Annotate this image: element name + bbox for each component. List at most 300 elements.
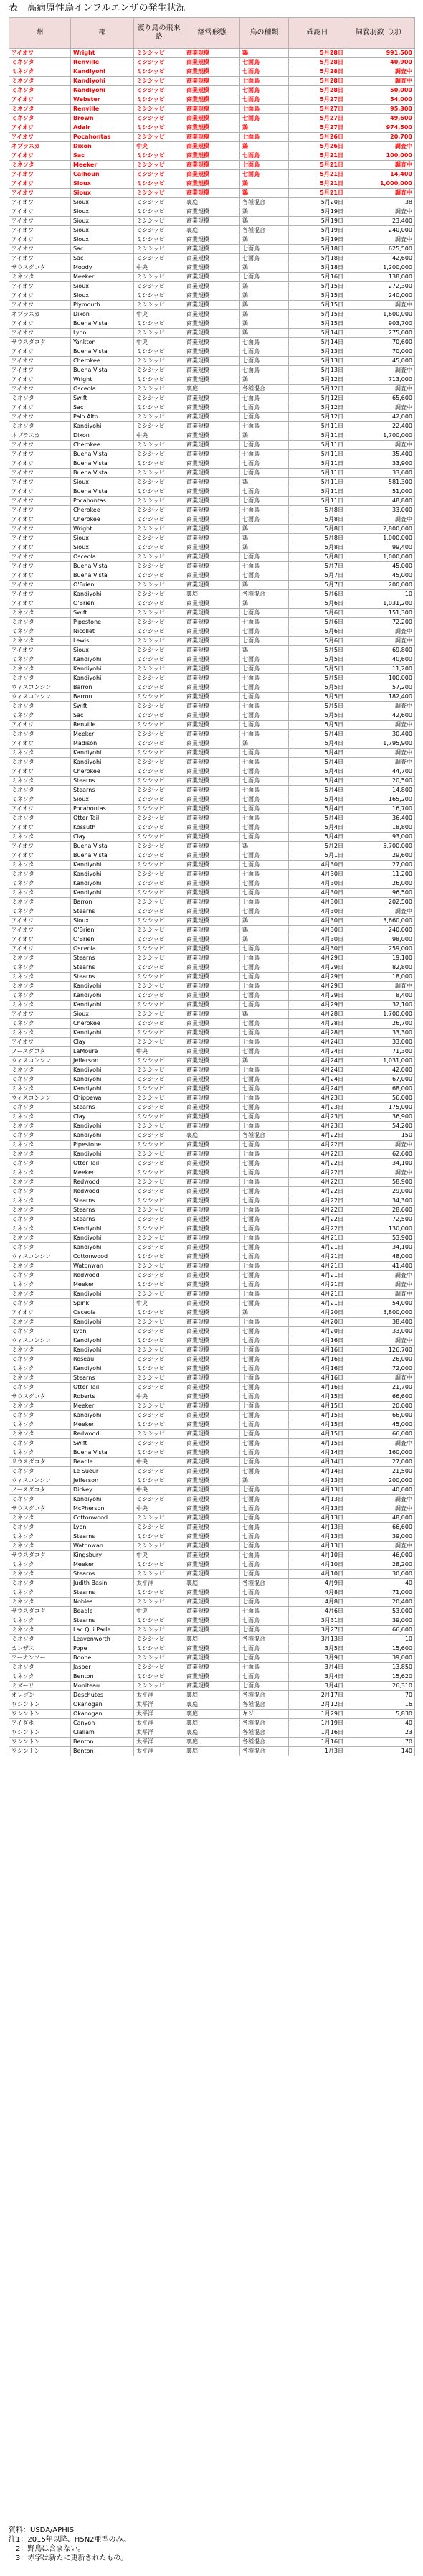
cell-confirmed-date: 5月15日 [289,310,346,319]
cell-farm-type: 商業規模 [184,1019,240,1029]
cell-bird-type: 七面鳥 [240,1001,289,1010]
table-row [9,1029,415,1038]
cell-farm-type: 商業規模 [184,375,240,385]
cell-flyway: ミシシッピ [134,329,184,338]
cell-bird-type: 七面鳥 [240,67,289,77]
cell-state: アイオワ [9,441,71,450]
cell-bird-type: 鶏 [240,599,289,609]
cell-farm-type: 商業規模 [184,235,240,245]
cell-county: Swift [71,609,134,618]
cell-state: ミネソタ [9,1206,71,1215]
cell-confirmed-date: 5月4日 [289,795,346,805]
cell-state: ウィスコンシン [9,1336,71,1346]
cell-farm-type: 商業規模 [184,1280,240,1290]
cell-farm-type: 商業規模 [184,413,240,422]
table-row [9,1402,415,1411]
cell-county: Buena Vista [71,347,134,357]
cell-confirmed-date: 4月16日 [289,1346,346,1355]
cell-flyway: ミシシッピ [134,655,184,665]
cell-flyway: ミシシッピ [134,749,184,758]
cell-bird-type: 七面鳥 [240,245,289,254]
table-row [9,1738,415,1747]
cell-flock-size: 10 [346,1635,415,1644]
table-row [9,357,415,366]
cell-bird-type: 鶏 [240,646,289,655]
cell-state: アイオワ [9,562,71,571]
cell-county: Stearns [71,1206,134,1215]
cell-bird-type: 七面鳥 [240,1644,289,1654]
cell-confirmed-date: 4月13日 [289,1486,346,1495]
cell-bird-type: 七面鳥 [240,1299,289,1308]
cell-flock-size: 48,800 [346,497,415,506]
cell-bird-type: 七面鳥 [240,1439,289,1448]
cell-flock-size: 1,000,000 [346,179,415,189]
cell-flyway: ミシシッピ [134,1243,184,1252]
cell-farm-type: 商業規模 [184,609,240,618]
cell-bird-type: 七面鳥 [240,562,289,571]
cell-confirmed-date: 5月16日 [289,273,346,282]
cell-county: Cherokee [71,357,134,366]
cell-state: ミネソタ [9,954,71,963]
cell-confirmed-date: 5月6日 [289,590,346,599]
cell-flyway: ミシシッピ [134,95,184,105]
cell-state: ミネソタ [9,1243,71,1252]
cell-flyway: ミシシッピ [134,282,184,291]
cell-flyway: ミシシッピ [134,711,184,721]
cell-state: ミネソタ [9,1448,71,1458]
cell-farm-type: 商業規模 [184,991,240,1001]
table-row [9,711,415,721]
cell-farm-type: 商業規模 [184,581,240,590]
cell-confirmed-date: 5月4日 [289,833,346,842]
cell-flyway: ミシシッピ [134,907,184,917]
cell-flock-size: 42,600 [346,254,415,263]
cell-county: O'Brien [71,599,134,609]
cell-confirmed-date: 4月23日 [289,1103,346,1113]
cell-flock-size: 27,000 [346,1458,415,1467]
cell-county: Kandiyohi [71,879,134,889]
cell-confirmed-date: 5月1日 [289,851,346,861]
cell-farm-type: 商業規模 [184,1682,240,1691]
cell-confirmed-date: 5月15日 [289,301,346,310]
cell-flock-size: 調査中 [346,907,415,917]
cell-state: ミネソタ [9,637,71,646]
cell-flyway: ミシシッピ [134,114,184,123]
cell-state: ミネソタ [9,1150,71,1159]
cell-bird-type: 鶏 [240,431,289,441]
cell-confirmed-date: 4月23日 [289,1094,346,1103]
cell-flyway: ミシシッピ [134,1654,184,1663]
cell-county: Stearns [71,1616,134,1626]
cell-county: Sioux [71,795,134,805]
cell-confirmed-date: 5月21日 [289,161,346,170]
cell-confirmed-date: 5月12日 [289,375,346,385]
cell-state: アイオワ [9,506,71,515]
cell-county: Okanogan [71,1710,134,1719]
table-row [9,1019,415,1029]
cell-confirmed-date: 5月5日 [289,646,346,655]
cell-farm-type: 商業規模 [184,1290,240,1299]
cell-flock-size: 150 [346,1131,415,1141]
cell-flyway: ミシシッピ [134,1439,184,1448]
cell-farm-type: 商業規模 [184,1588,240,1598]
cell-farm-type: 商業規模 [184,1243,240,1252]
cell-flyway: ミシシッピ [134,1038,184,1047]
table-row [9,1672,415,1682]
cell-farm-type: 商業規模 [184,86,240,95]
cell-confirmed-date: 4月21日 [289,1290,346,1299]
table-row [9,217,415,226]
cell-county: Clay [71,1113,134,1122]
cell-bird-type: 七面鳥 [240,655,289,665]
cell-confirmed-date: 4月29日 [289,982,346,991]
table-notes [9,2526,130,2563]
cell-state: ミネソタ [9,618,71,627]
cell-bird-type: 鶏 [240,235,289,245]
table-row [9,954,415,963]
cell-flock-size: 28,200 [346,1560,415,1570]
cell-confirmed-date: 3月27日 [289,1626,346,1635]
cell-flyway: ミシシッピ [134,562,184,571]
cell-flock-size: 23 [346,1728,415,1738]
cell-farm-type: 商業規模 [184,497,240,506]
cell-flock-size: 調査中 [346,1141,415,1150]
cell-state: ミネソタ [9,1430,71,1439]
cell-confirmed-date: 4月29日 [289,991,346,1001]
cell-farm-type: 裏庭 [184,1131,240,1141]
table-row [9,562,415,571]
table-row [9,1523,415,1532]
cell-flock-size: 200,000 [346,581,415,590]
cell-county: Watonwan [71,1542,134,1551]
cell-farm-type: 商業規模 [184,1420,240,1430]
cell-flyway: ミシシッピ [134,777,184,786]
cell-state: ミネソタ [9,1542,71,1551]
cell-state: ミネソタ [9,1616,71,1626]
table-row [9,1206,415,1215]
cell-bird-type: 各種混合 [240,1579,289,1588]
table-row [9,721,415,730]
cell-flock-size: 100,000 [346,674,415,683]
cell-farm-type: 商業規模 [184,142,240,151]
cell-state: アイオワ [9,207,71,217]
cell-county: Sioux [71,646,134,655]
cell-flock-size: 240,000 [346,926,415,935]
cell-flyway: ミシシッピ [134,1010,184,1019]
cell-flyway: ミシシッピ [134,1085,184,1094]
cell-farm-type: 商業規模 [184,1448,240,1458]
cell-flock-size: 1,000,000 [346,553,415,562]
cell-flyway: ミシシッピ [134,58,184,67]
cell-flyway: ミシシッピ [134,1066,184,1075]
cell-confirmed-date: 5月4日 [289,814,346,823]
cell-county: Stearns [71,963,134,973]
cell-flyway: ミシシッピ [134,1644,184,1654]
cell-confirmed-date: 5月8日 [289,553,346,562]
cell-bird-type: 七面鳥 [240,133,289,142]
cell-bird-type: 七面鳥 [240,1588,289,1598]
cell-bird-type: 各種混合 [240,1719,289,1728]
cell-county: Stearns [71,786,134,795]
cell-county: Calhoun [71,170,134,179]
cell-farm-type: 商業規模 [184,637,240,646]
cell-county: Chippewa [71,1094,134,1103]
cell-farm-type: 商業規模 [184,1234,240,1243]
cell-flyway: ミシシッピ [134,1234,184,1243]
cell-county: Sioux [71,917,134,926]
cell-flyway: ミシシッピ [134,394,184,403]
cell-county: Stearns [71,1103,134,1113]
table-row [9,842,415,851]
cell-state: ミネソタ [9,833,71,842]
cell-state: ミネソタ [9,105,71,114]
cell-farm-type: 商業規模 [184,851,240,861]
cell-state: アイオワ [9,301,71,310]
cell-flock-size: 調査中 [346,1374,415,1383]
table-row [9,497,415,506]
cell-bird-type: 七面鳥 [240,1383,289,1392]
cell-state: ミネソタ [9,86,71,95]
cell-bird-type: 七面鳥 [240,861,289,870]
cell-flyway: ミシシッピ [134,1131,184,1141]
cell-bird-type: 七面鳥 [240,954,289,963]
cell-county: O'Brien [71,581,134,590]
cell-bird-type: 七面鳥 [240,767,289,777]
cell-confirmed-date: 5月5日 [289,655,346,665]
cell-county: Sioux [71,207,134,217]
cell-state: ミネソタ [9,907,71,917]
cell-flock-size: 19,100 [346,954,415,963]
cell-county: Sac [71,403,134,413]
cell-state: ミネソタ [9,870,71,879]
cell-county: Sioux [71,534,134,543]
cell-state: アイオワ [9,515,71,525]
cell-flock-size: 581,300 [346,478,415,487]
cell-county: Otter Tail [71,814,134,823]
cell-confirmed-date: 5月6日 [289,609,346,618]
cell-state: ネブラスカ [9,142,71,151]
cell-flock-size: 46,000 [346,1551,415,1560]
cell-flyway: ミシシッピ [134,1262,184,1271]
table-row [9,1728,415,1738]
table-row [9,1635,415,1644]
cell-confirmed-date: 4月30日 [289,889,346,898]
table-row [9,506,415,515]
cell-state: サウスダコタ [9,1607,71,1616]
cell-bird-type: 七面鳥 [240,170,289,179]
cell-confirmed-date: 5月14日 [289,338,346,347]
cell-flyway: ミシシッピ [134,627,184,637]
table-row [9,907,415,917]
cell-bird-type: 鶏 [240,525,289,534]
cell-farm-type: 商業規模 [184,1001,240,1010]
cell-state: ミネソタ [9,609,71,618]
cell-state: アイオワ [9,945,71,954]
cell-state: ミネソタ [9,1103,71,1113]
cell-farm-type: 商業規模 [184,1458,240,1467]
cell-state: ワシントン [9,1728,71,1738]
cell-flock-size: 72,000 [346,1364,415,1374]
cell-state: ミネソタ [9,1299,71,1308]
cell-flyway: ミシシッピ [134,1476,184,1486]
cell-confirmed-date: 4月22日 [289,1196,346,1206]
cell-farm-type: 商業規模 [184,1224,240,1234]
cell-state: アイオワ [9,217,71,226]
cell-county: Kingsbury [71,1551,134,1560]
cell-state: アイオワ [9,235,71,245]
cell-state: ミネソタ [9,1001,71,1010]
cell-flock-size: 20,400 [346,1598,415,1607]
cell-farm-type: 商業規模 [184,217,240,226]
table-row [9,1159,415,1168]
cell-flock-size: 1,700,000 [346,1010,415,1019]
cell-flock-size: 66,000 [346,1430,415,1439]
cell-state: ミネソタ [9,655,71,665]
cell-confirmed-date: 1月3日 [289,1747,346,1756]
cell-confirmed-date: 5月11日 [289,422,346,431]
cell-state: アーカンソー [9,1654,71,1663]
cell-bird-type: 七面鳥 [240,1280,289,1290]
table-row [9,189,415,198]
table-row [9,338,415,347]
cell-flyway: ミシシッピ [134,478,184,487]
cell-county: Kandiyohi [71,1364,134,1374]
cell-confirmed-date: 4月22日 [289,1141,346,1150]
cell-confirmed-date: 4月24日 [289,1066,346,1075]
cell-farm-type: 商業規模 [184,1551,240,1560]
cell-flyway: ミシシッピ [134,1150,184,1159]
cell-confirmed-date: 4月16日 [289,1364,346,1374]
cell-confirmed-date: 4月13日 [289,1504,346,1514]
table-row [9,1094,415,1103]
cell-flyway: ミシシッピ [134,1196,184,1206]
cell-state: アイオワ [9,189,71,198]
cell-farm-type: 裏庭 [184,1719,240,1728]
cell-farm-type: 商業規模 [184,105,240,114]
cell-state: ネブラスカ [9,431,71,441]
cell-farm-type: 商業規模 [184,1308,240,1318]
cell-flyway: ミシシッピ [134,982,184,991]
cell-state: アイオワ [9,1010,71,1019]
cell-flyway: ミシシッピ [134,1113,184,1122]
cell-flock-size: 15,620 [346,1672,415,1682]
cell-flyway: ミシシッピ [134,702,184,711]
cell-confirmed-date: 5月20日 [289,198,346,207]
cell-county: Swift [71,1439,134,1448]
cell-farm-type: 商業規模 [184,907,240,917]
table-row [9,1439,415,1448]
cell-flyway: 太平洋 [134,1691,184,1700]
cell-confirmed-date: 5月28日 [289,77,346,86]
cell-flyway: ミシシッピ [134,1271,184,1280]
header-flock-size: 飼養羽数（羽） [346,18,415,49]
table-row [9,973,415,982]
cell-state: ミネソタ [9,1570,71,1579]
cell-bird-type: 七面鳥 [240,394,289,403]
cell-county: Stearns [71,777,134,786]
cell-flock-size: 44,700 [346,767,415,777]
cell-farm-type: 商業規模 [184,207,240,217]
cell-bird-type: 七面鳥 [240,1458,289,1467]
cell-flyway: 太平洋 [134,1710,184,1719]
table-row [9,879,415,889]
cell-county: Cherokee [71,506,134,515]
cell-confirmed-date: 4月15日 [289,1439,346,1448]
cell-confirmed-date: 5月5日 [289,683,346,693]
cell-confirmed-date: 3月13日 [289,1635,346,1644]
cell-county: Dixon [71,310,134,319]
cell-state: アイオワ [9,469,71,478]
cell-flock-size: 58,900 [346,1178,415,1187]
cell-bird-type: 鶏 [240,1057,289,1066]
cell-county: Meeker [71,1402,134,1411]
cell-flock-size: 調査中 [346,301,415,310]
cell-flock-size: 54,000 [346,95,415,105]
cell-bird-type: 七面鳥 [240,487,289,497]
table-row [9,553,415,562]
cell-flyway: ミシシッピ [134,1570,184,1579]
cell-flyway: ミシシッピ [134,49,184,58]
table-row [9,329,415,338]
cell-confirmed-date: 5月21日 [289,170,346,179]
cell-state: ミネソタ [9,879,71,889]
cell-flyway: ミシシッピ [134,637,184,646]
table-row [9,1280,415,1290]
cell-flyway: ミシシッピ [134,179,184,189]
cell-farm-type: 商業規模 [184,721,240,730]
cell-state: ミネソタ [9,1168,71,1178]
cell-confirmed-date: 5月27日 [289,123,346,133]
cell-bird-type: 七面鳥 [240,151,289,161]
cell-flock-size: 30,400 [346,730,415,739]
cell-bird-type: 七面鳥 [240,1663,289,1672]
cell-state: ミネソタ [9,1514,71,1523]
cell-flock-size: 1,031,000 [346,1057,415,1066]
table-row [9,1374,415,1383]
cell-bird-type: 七面鳥 [240,1411,289,1420]
cell-state: ミネソタ [9,982,71,991]
cell-bird-type: 七面鳥 [240,1318,289,1327]
cell-county: Kandiyohi [71,1224,134,1234]
cell-flock-size: 33,300 [346,1029,415,1038]
cell-state: ミネソタ [9,898,71,907]
cell-flock-size: 33,600 [346,469,415,478]
cell-flock-size: 45,000 [346,571,415,581]
cell-confirmed-date: 4月30日 [289,870,346,879]
cell-county: Cottonwood [71,1514,134,1523]
cell-bird-type: 七面鳥 [240,618,289,627]
cell-bird-type: 鶏 [240,49,289,58]
cell-state: ミズーリ [9,1682,71,1691]
cell-flyway: ミシシッピ [134,1019,184,1029]
cell-state: ミネソタ [9,1318,71,1327]
cell-state: ミネソタ [9,861,71,870]
cell-flock-size: 13,850 [346,1663,415,1672]
cell-farm-type: 商業規模 [184,693,240,702]
table-row [9,1252,415,1262]
table-row [9,749,415,758]
cell-confirmed-date: 5月4日 [289,749,346,758]
table-row [9,1532,415,1542]
cell-state: アイオワ [9,823,71,833]
cell-state: アイオワ [9,413,71,422]
cell-flyway: ミシシッピ [134,1224,184,1234]
cell-flock-size: 38,400 [346,1318,415,1327]
cell-confirmed-date: 5月11日 [289,459,346,469]
cell-county: Kandiyohi [71,77,134,86]
cell-farm-type: 商業規模 [184,1141,240,1150]
cell-confirmed-date: 1月29日 [289,1710,346,1719]
